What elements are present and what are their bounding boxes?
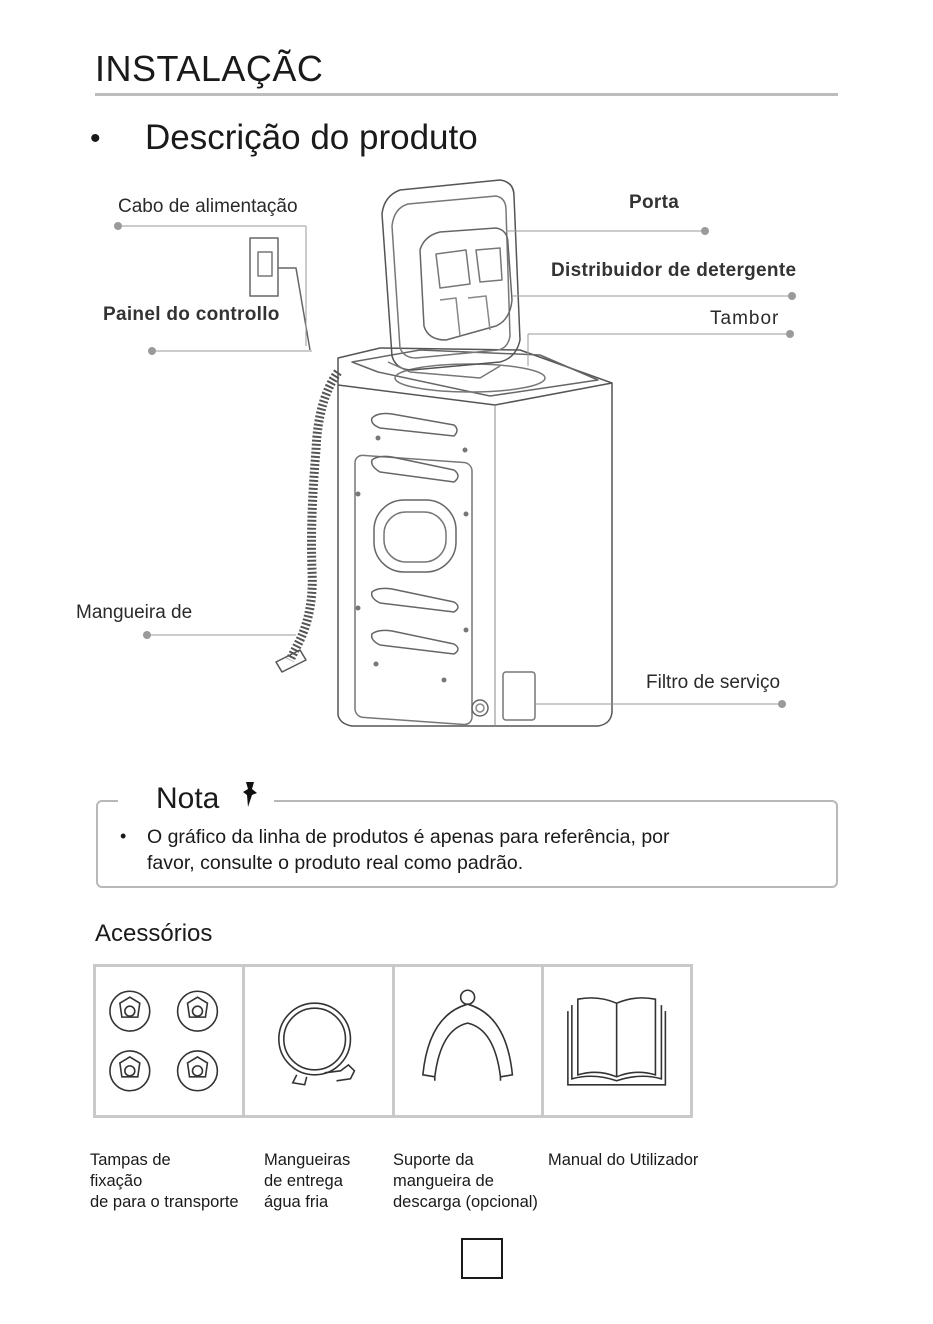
note-bullet: • xyxy=(120,826,127,846)
callout-power-cable: Cabo de alimentação xyxy=(118,196,298,217)
accessories-grid xyxy=(93,964,693,1118)
page-number-box xyxy=(461,1238,503,1279)
accessory-label-caps: Tampas de fixação de para o transporte xyxy=(90,1151,239,1211)
machine-body xyxy=(338,348,612,726)
pushpin-icon xyxy=(240,780,262,815)
drain-hose xyxy=(290,372,338,660)
transport-caps-icon xyxy=(96,967,242,1115)
accessory-label-manual: Manual do Utilizador xyxy=(548,1151,699,1169)
accessory-label-hose: Mangueiras de entrega água fria xyxy=(264,1151,351,1211)
callout-drain-hose: Mangueira de xyxy=(76,602,193,623)
accessory-cell-support xyxy=(395,967,544,1115)
page-title: INSTALAÇÃC xyxy=(95,48,324,89)
callout-drum: Tambor xyxy=(710,308,780,329)
note-title: Nota xyxy=(156,782,220,815)
note-text-line-2: favor, consulte o produto real como padrão. xyxy=(147,852,524,874)
hose-support-icon xyxy=(395,967,541,1115)
accessory-cell-hose xyxy=(245,967,394,1115)
water-hose-icon xyxy=(245,967,391,1115)
section-bullet: • xyxy=(90,122,101,155)
callout-detergent-dispenser: Distribuidor de detergente xyxy=(551,260,797,281)
callout-door: Porta xyxy=(629,192,680,213)
accessory-cell-manual xyxy=(544,967,690,1115)
accessory-cell-caps xyxy=(96,967,245,1115)
drum-rim xyxy=(352,350,598,396)
accessories-title: Acessórios xyxy=(95,920,213,947)
note-text-line-1: O gráfico da linha de produtos é apenas para referência, por xyxy=(147,826,670,848)
callout-control-panel: Painel do controllo xyxy=(103,304,280,325)
power-outlet xyxy=(250,238,278,296)
section-title: Descrição do produto xyxy=(145,118,478,157)
machine-lid xyxy=(382,180,520,370)
callout-service-filter: Filtro de serviço xyxy=(646,672,781,693)
user-manual-icon xyxy=(544,967,690,1115)
accessory-label-support: Suporte da mangueira de descarga (opcional) xyxy=(393,1151,538,1211)
